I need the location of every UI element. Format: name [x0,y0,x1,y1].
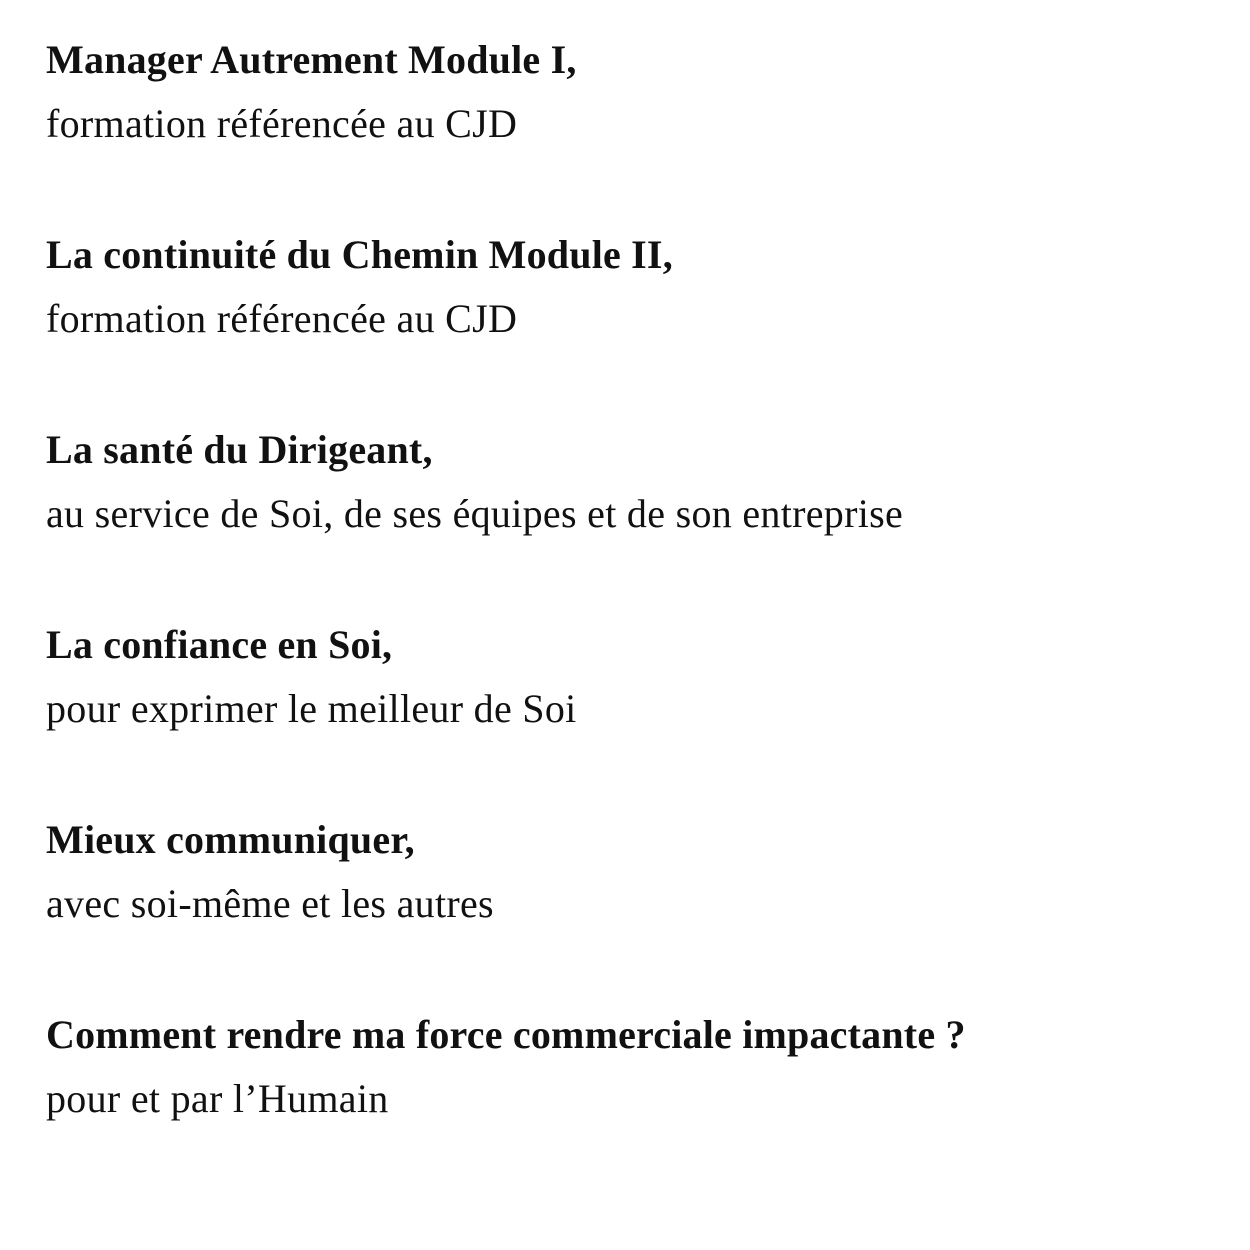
training-title: Comment rendre ma force commerciale impactante ? [46,1012,966,1057]
training-item-self-confidence [46,614,1226,809]
training-title: La santé du Dirigeant, [46,427,433,472]
training-subtitle: avec soi-même et les autres [46,881,494,926]
training-title: Manager Autrement Module I, [46,37,577,82]
training-subtitle: formation référencée au CJD [46,296,518,341]
training-list [46,29,1226,1199]
training-subtitle: pour exprimer le meilleur de Soi [46,686,577,731]
training-item-leader-health [46,419,1226,614]
training-subtitle: formation référencée au CJD [46,101,518,146]
training-item-communication [46,809,1226,1004]
training-item-management [46,29,1226,224]
training-subtitle: au service de Soi, de ses équipes et de son entreprise [46,491,904,536]
training-item-continuity [46,224,1226,419]
training-title: La confiance en Soi, [46,622,393,667]
training-item-sales-force [46,1004,1226,1199]
training-title: Mieux communiquer, [46,817,415,862]
training-subtitle: pour et par l’Humain [46,1076,389,1121]
training-title: La continuité du Chemin Module II, [46,232,673,277]
